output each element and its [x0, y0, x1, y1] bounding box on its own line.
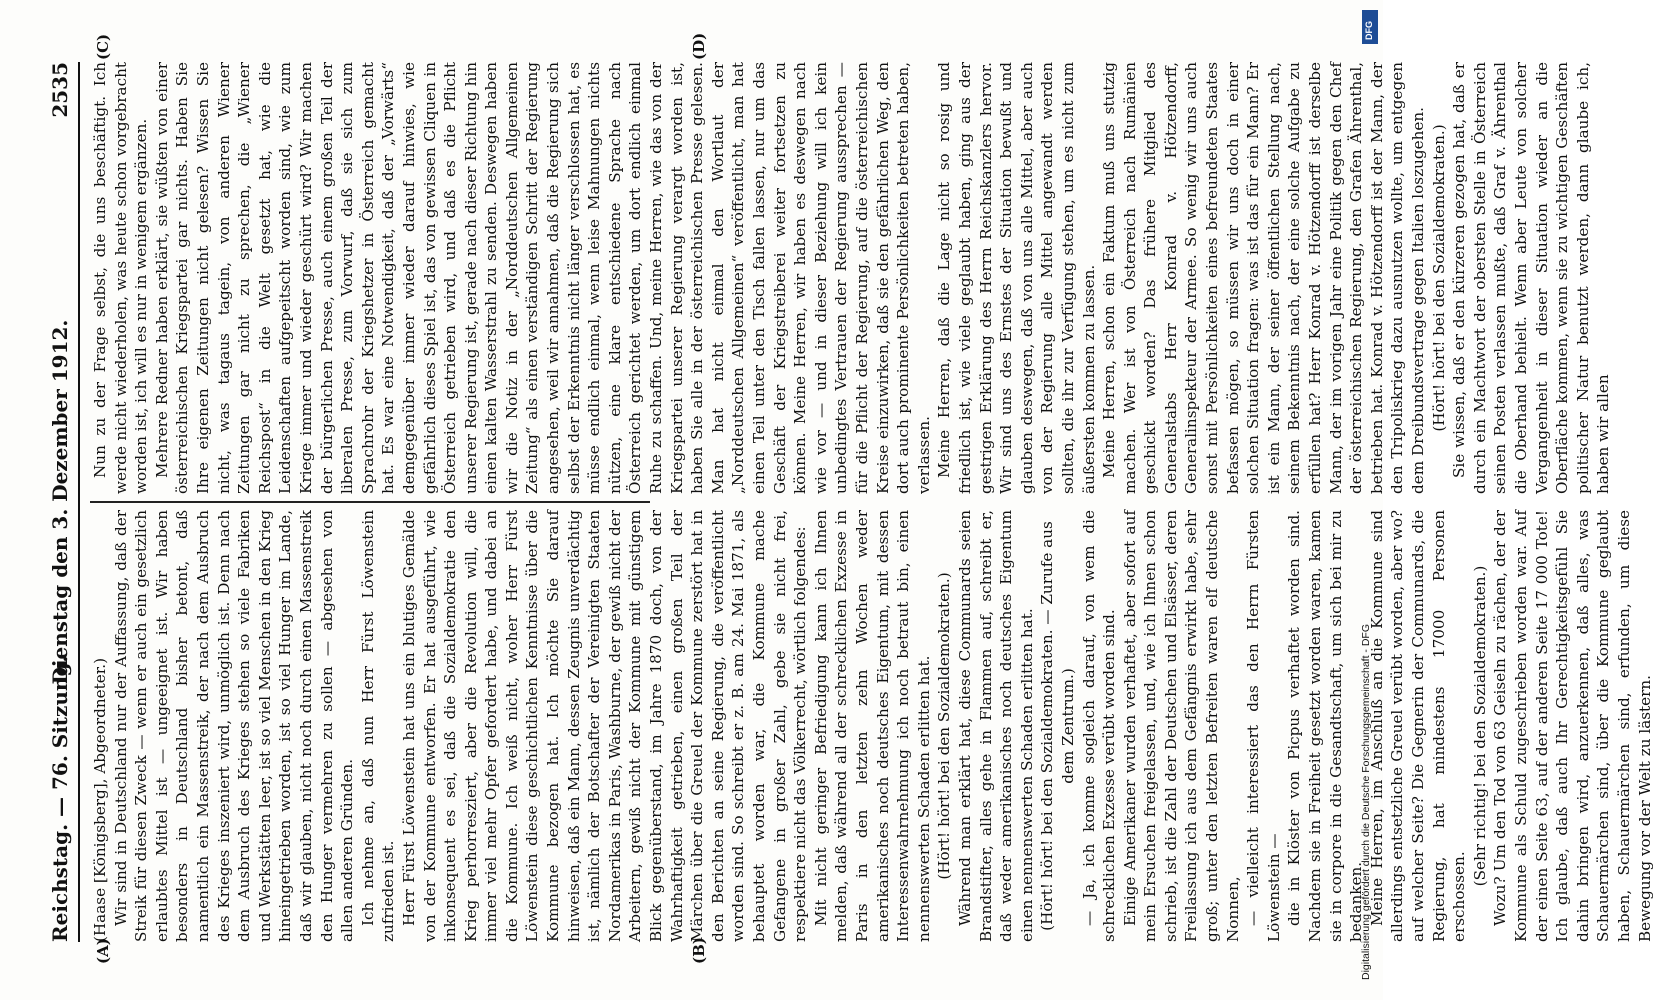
paragraph: Während man erklärt hat, diese Communards seien Brandstifter, alles gehe in Flammen auf, schreibt er, daß weder amerikanisches noch deutsches Eigentum einen nennenswerten Schaden erlitten hat.: [955, 510, 1036, 942]
page-number: 2535: [48, 62, 72, 118]
header-left: Reichstag. — 76. Sitzung.: [48, 655, 72, 942]
paragraph: Meine Herren, im Anschluß an die Kommune sind allerdings entsetzliche Greuel verübt worden, aber wo? auf welcher Seite? Die Gegnerin der Communards, die Regierung, hat mindestens 17000 Personen erschossen.: [1367, 510, 1469, 942]
margin-mark-b: (B): [690, 937, 708, 964]
interjection: (Sehr richtig! bei den Sozialdemokraten.): [1470, 565, 1489, 887]
paragraph: Sie wissen, daß er den kürzeren gezogen hat, daß er durch ein Machtwort der obersten Stelle in Österreich seinen Posten verlassen mußte, daß Graf v. Ährenthal die Oberhand behielt. Wenn aber Leute von solcher Vergangenheit in dieser Situation wieder an die Oberfläche kommen, wenn sie zu wichtigen Geschäften politischer Natur benutzt werden, dann glaube ich, haben wir allen: [1450, 62, 1613, 494]
paragraph: Wozu? Um den Tod von 63 Geiseln zu rächen, der der Kommune als Schuld zugeschrieben worden war. Auf der einen Seite 63, auf der anderen Seite 17 000 Tote! Ich glaube, daß auch Ihr Gerechtigkeitsgefühl Sie dahin bringen wird, anzuerkennen, daß alles, was Schauermärchen sind, über die Kommune geglaubt haben, Schauermärchen sind, erfunden, um diese Bewegung vor der Welt zu lästern.: [1491, 510, 1654, 942]
paragraph: Mehrere Redner haben erklärt, sie wüßten von einer österreichischen Kriegspartei gar nichts. Haben Sie Ihre eigenen Zeitungen nicht gelesen? Wissen Sie nicht, was tagaus tagein, von anderen Wiener Zeitungen gar nicht zu sprechen, die „Wiener Reichspost“ in die Welt gesetzt hat, wie die Leidenschaften aufgepeitscht worden sind, wie zum Kriege immer und wieder geschürt wird? Wir machen der bürgerlichen Presse, auch einem großen Teil der liberalen Presse, zum Vorwurf, daß sie sich zum Sprachrohr der Kriegshetzer in Österreich gemacht hat. Es war eine Notwendigkeit, daß der „Vorwärts“ demgegenüber immer wieder darauf hinwies, wie gefährlich dieses Spiel ist, das von gewissen Cliquen in Österreich getrieben wird, und daß es die Pflicht unserer Regierung ist, gerade nach dieser Richtung hin einen kalten Wasserstrahl zu senden. Deswegen haben wir die Notiz in der „Norddeutschen Allgemeinen Zeitung“ als einen verständigen Schritt der Regierung angesehen, weil wir annahmen, daß die Regierung sich selbst der Erkenntnis nicht länger verschlossen hat, es müsse endlich einmal, wenn leise Mahnungen nichts nützen, eine klare entschiedene Sprache nach Österreich gerichtet werden, um dort endlich einmal Ruhe zu schaffen. Und, meine Herren, wie das von der Kriegspartei unserer Regierung verargt worden ist, haben Sie alle in der österreichischen Presse gelesen. Man hat nicht einmal den Wortlaut der „Norddeutschen Allgemeinen“ veröffentlicht, man hat einen Teil unter den Tisch fallen lassen, nur um das Geschäft der Kriegstreiberei weiter fortsetzen zu können. Meine Herren, wir haben es deswegen nach wie vor — und in dieser Beziehung will ich kein unbedingtes Vertrauen der Regierung aussprechen — für die Pflicht der Regierung, auf die österreichischen Kreise einzuwirken, daß sie den gefährlichen Weg, den dort auch prominente Persönlichkeiten betreten haben, verlassen.: [152, 62, 933, 494]
paragraph: Wir sind in Deutschland nur der Auffassung, daß der Streik für diesen Zweck — wenn er auch ein gesetzlich erlaubtes Mittel ist — ungeeignet ist. Wir haben besonders in Deutschland bisher betont, daß namentlich ein Massenstreik, der nach dem Ausbruch des Krieges inszeniert wird, unmöglich ist. Denn nach dem Ausbruch des Krieges stehen so viele Fabriken und Werkstätten leer, ist so viel Menschen in den Krieg hineingetrieben worden, ist so viel Hunger im Lande, daß wir glauben, nicht noch durch einen Massenstreik den Hunger vermehren zu sollen — abgesehen von allen anderen Gründen.: [111, 510, 357, 942]
header-date: Dienstag den 3. Dezember 1912.: [48, 319, 72, 685]
page-header: [38, 62, 80, 942]
margin-mark-d: (D): [690, 32, 708, 60]
paragraph: Meine Herren, schon ein Faktum muß uns stutzig machen. Wer ist von Österreich nach Rumänien geschickt worden? Das frühere Mitglied des Generalstabs Herr Konrad v. Hötzendorff, Generalinspekteur der Armee. So wenig wir uns auch sonst mit Persönlichkeiten eines befreundeten Staates befassen mögen, so müssen wir uns doch in einer solchen Situation fragen: was ist das für ein Mann? Er ist ein Mann, der seiner öffentlichen Stellung nach, seinem Bekenntnis nach, der eine solche Aufgabe zu erfüllen hat? Herr Konrad v. Hötzendorff ist derselbe Mann, der im vorigen Jahr eine Politik gegen den Chef der österreichischen Regierung, den Grafen Ährenthal, betrieben hat. Konrad v. Hötzendorff ist der Mann, der den Tripoliskrieg dazu ausnutzen wollte, um entgegen dem Dreibundsvertrage gegen Italien loszugehen.: [1100, 62, 1427, 494]
interjection: (Hört! hört! bei den Sozialdemokraten.): [1429, 124, 1448, 432]
dfg-logo-text: DFG: [1364, 21, 1374, 40]
paragraph: — Ja, ich komme sogleich darauf, von wem die schrecklichen Exzesse verübt worden sind.: [1079, 510, 1119, 942]
digitization-credit: [1360, 500, 1378, 980]
quotation: Mit nicht geringer Befriedigung kann ich Ihnen melden, daß während all der schrecklichen Exzesse in Paris in den letzten zehn Wochen weder amerikanisches noch deutsches Eigentum, mit dessen Interessenwahrnehmung ich noch betraut bin, einen nennenswerten Schaden erlitten hat.: [811, 510, 933, 942]
dfg-logo: [1362, 10, 1378, 44]
credit-text: Digitalisierung gefördert durch die Deutsche Forschungsgemeinschaft - DFG: [1360, 623, 1372, 980]
speaker-line: (Haase [Königsberg], Abgeordneter.): [91, 657, 109, 942]
interjection: (Hört! hört! bei den Sozialdemokraten.): [935, 572, 954, 880]
interjection: (Hört! hört! bei den Sozialdemokraten. — Zurufe aus dem Zentrum.): [1038, 521, 1077, 931]
column-divider: [90, 501, 650, 503]
paragraph: Ich nehme an, daß nun Herr Fürst Löwenstein zufrieden ist.: [358, 510, 398, 942]
paragraph: Herr Fürst Löwenstein hat uns ein blutiges Gemälde von der Kommune entworfen. Er hat ausgeführt, wie inkonsequent es sei, daß die Sozialdemokratie den Krieg perhorresziert, aber die Revolution will, die immer viel mehr Opfer gefordert habe, und dabei an die Kommune. Ich weiß nicht, woher Herr Fürst Löwenstein diese geschichtlichen Kenntnisse über die Kommune bezogen hat. Ich möchte Sie darauf hinweisen, daß ein Mann, dessen Zeugnis unverdächtig ist, nämlich der Botschafter der Vereinigten Staaten Nordamerikas in Paris, Washburne, der gewiß nicht der Arbeitern, gewiß nicht der Kommune mit günstigem Blick gegenüberstand, im Jahre 1870 doch, von der Wahrhaftigkeit getrieben, einen großen Teil der Märchen über die Greuel der Kommune zerstört hat in den Berichten an seine Regierung, die veröffentlicht worden sind. So schreibt er z. B. am 24. Mai 1871, als behauptet worden war, die Kommune mache Gefangene in großer Zahl, gebe sie nicht frei, respektiere nicht das Völkerrecht, wörtlich folgendes:: [399, 510, 810, 942]
paragraph: Meine Herren, daß die Lage nicht so rosig und friedlich ist, wie viele geglaubt haben, ging aus der gestrigen Erklärung des Herrn Reichskanzlers hervor. Wir sind uns des Ernstes der Situation bewußt und glauben deswegen, daß von uns alle Mittel, aber auch von der Regierung alle Mittel angewandt werden sollten, die ihr zur Verfügung stehen, um es nicht zum äußersten kommen zu lassen.: [935, 62, 1098, 494]
quotation: die in Klöster von Picpus verhaftet worden sind. Nachdem sie in Freiheit gesetzt worden waren, kamen sie in corpore in die Gesandtschaft, um sich bei mir zu bedanken.: [1285, 510, 1366, 942]
margin-mark-c: (C): [94, 33, 112, 60]
quotation: Einige Amerikaner wurden verhaftet, aber sofort auf mein Ersuchen freigelassen, und, wie ich Ihnen schon schrieb, ist die Zahl der Deutschen und Elsässer, deren Freilassung ich aus dem Gefängnis erwirkt habe, sehr groß; unter den letzten Befreiten waren elf deutsche Nonnen,: [1120, 510, 1242, 942]
margin-mark-a: (A): [94, 938, 112, 964]
paragraph: — vielleicht interessiert das den Herrn Fürsten Löwenstein —: [1244, 510, 1283, 942]
right-column: [90, 62, 1613, 494]
paragraph: Nun zu der Frage selbst, die uns beschäftigt. Ich werde nicht wiederholen, was heute schon vorgebracht worden ist, ich will es nur in wenigem ergänzen.: [91, 62, 151, 494]
